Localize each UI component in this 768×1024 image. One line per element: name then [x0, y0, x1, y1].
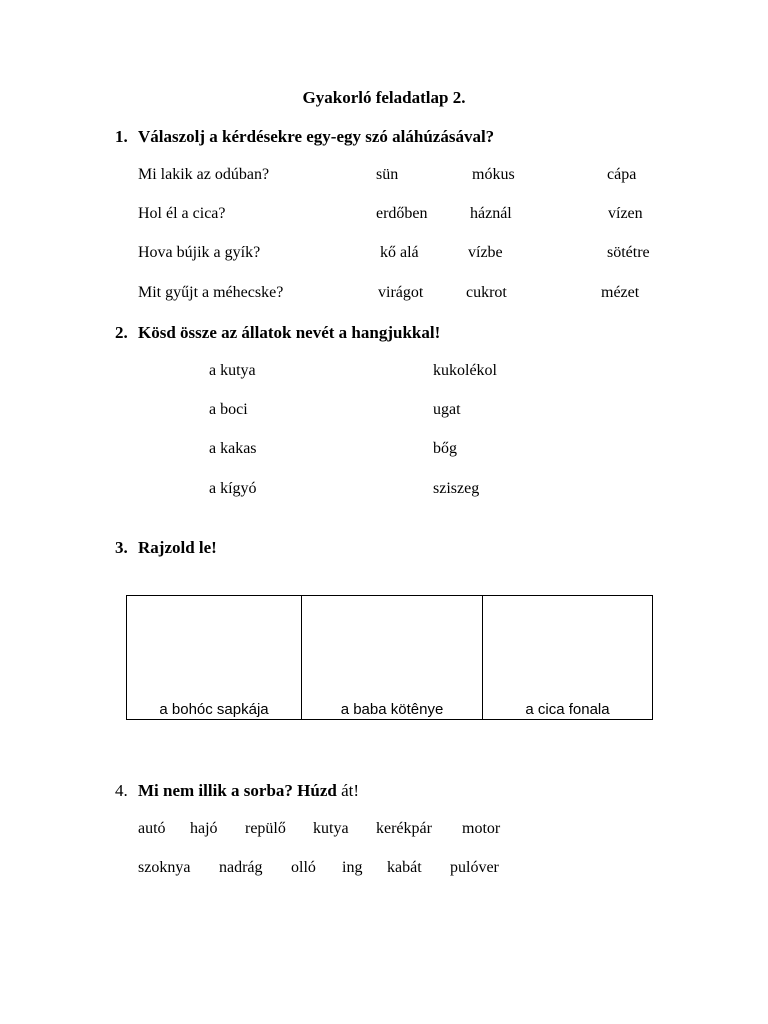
row-2-word-4: ing — [342, 859, 363, 876]
section-1-instruction: Válaszolj a kérdésekre egy-egy szó aláhúzásával? — [138, 127, 495, 146]
option-4-b: cukrot — [466, 284, 507, 301]
drawing-box-1[interactable] — [127, 596, 302, 720]
sound-3: bőg — [433, 440, 457, 457]
row-1-word-3: repülő — [245, 820, 286, 837]
drawing-box-2[interactable] — [302, 596, 483, 720]
sound-2: ugat — [433, 401, 461, 418]
drawing-box-1-label: a bohóc sapkája — [159, 701, 269, 718]
option-2-b: háznál — [470, 205, 512, 222]
question-1: Mi lakik az odúban? — [138, 166, 270, 183]
section-3-number: 3. — [115, 538, 128, 557]
option-1-c: cápa — [607, 166, 637, 183]
option-2-a: erdőben — [376, 205, 428, 222]
row-1-word-4: kutya — [313, 820, 349, 837]
row-1-word-5: kerékpár — [376, 820, 432, 837]
sound-4: sziszeg — [433, 480, 480, 497]
question-2: Hol él a cica? — [138, 205, 226, 222]
animal-2: a boci — [209, 401, 248, 418]
animal-4: a kígyó — [209, 480, 257, 497]
drawing-box-2-label: a baba kötênye — [340, 701, 444, 718]
page-title: Gyakorló feladatlap 2. — [302, 88, 466, 107]
section-4-instruction-tail: át! — [341, 781, 360, 800]
option-3-b: vízbe — [468, 244, 503, 261]
option-4-a: virágot — [378, 284, 424, 301]
row-1-word-6: motor — [462, 820, 501, 837]
row-2-word-3: olló — [291, 859, 316, 876]
drawing-box-3[interactable] — [483, 596, 653, 720]
option-2-c: vízen — [608, 205, 643, 222]
question-4: Mit gyűjt a méhecske? — [138, 284, 284, 301]
option-3-a: kő alá — [380, 244, 419, 261]
row-1-word-2: hajó — [190, 820, 218, 837]
option-3-c: sötétre — [607, 244, 650, 261]
section-4-instruction-bold: Mi nem illik a sorba? Húzd — [138, 781, 337, 800]
row-2-word-6: pulóver — [450, 859, 499, 876]
drawing-table — [126, 595, 653, 720]
section-3-instruction: Rajzold le! — [138, 538, 217, 557]
option-1-b: mókus — [472, 166, 515, 183]
section-2-number: 2. — [115, 323, 128, 342]
question-3: Hova bújik a gyík? — [138, 244, 261, 261]
row-2-word-1: szoknya — [138, 859, 191, 876]
section-4-number: 4. — [115, 781, 128, 800]
animal-1: a kutya — [209, 362, 256, 379]
row-2-word-2: nadrág — [219, 859, 263, 876]
section-4-instruction — [138, 782, 359, 799]
drawing-box-3-label: a cica fonala — [525, 701, 610, 718]
row-1-word-1: autó — [138, 820, 166, 837]
section-2-instruction: Kösd össze az állatok nevét a hangjukkal! — [138, 323, 441, 342]
section-1-number: 1. — [115, 127, 128, 146]
sound-1: kukolékol — [433, 362, 497, 379]
option-4-c: mézet — [601, 284, 640, 301]
row-2-word-5: kabát — [387, 859, 422, 876]
option-1-a: sün — [376, 166, 399, 183]
animal-3: a kakas — [209, 440, 257, 457]
